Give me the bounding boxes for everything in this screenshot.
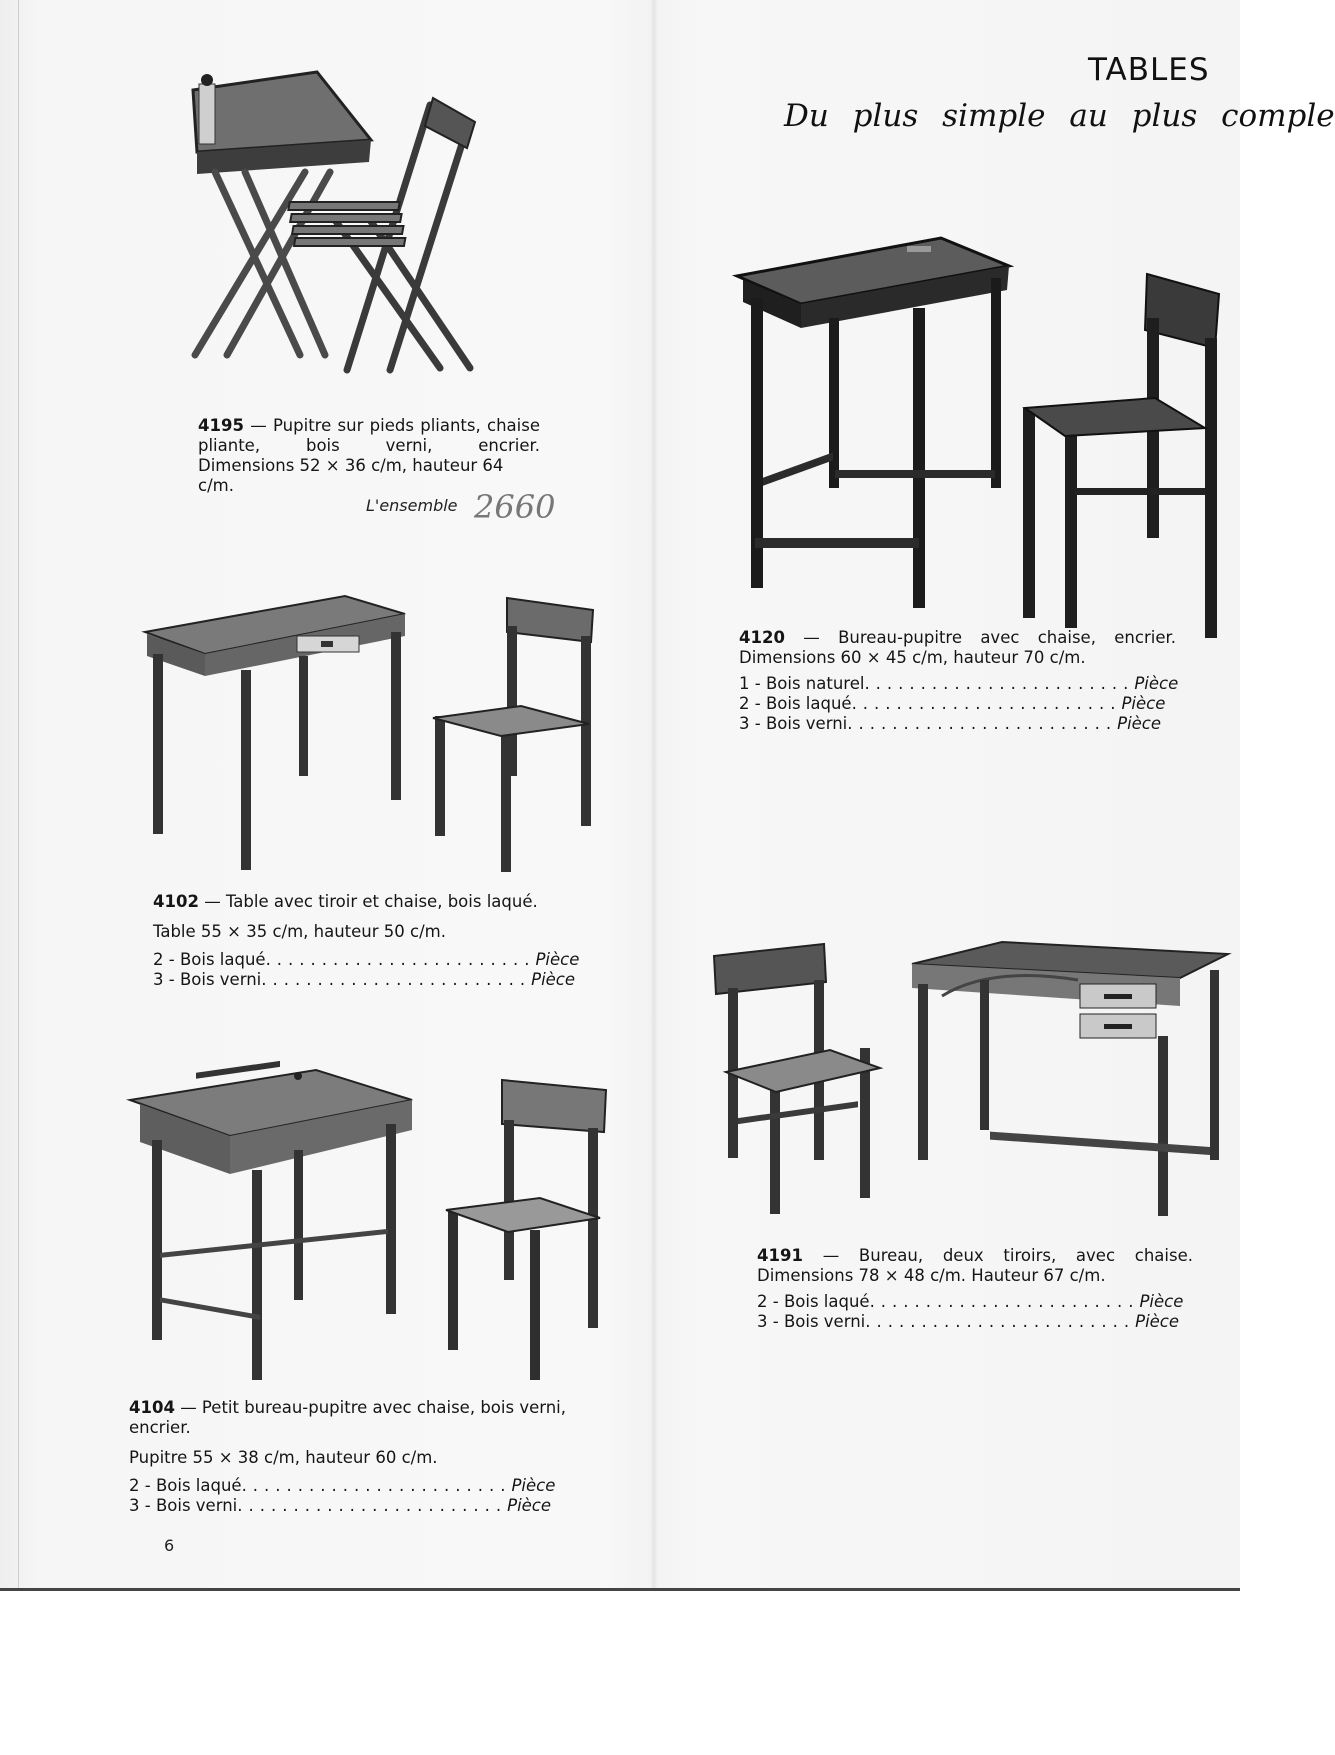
dimensions-4104: Pupitre 55 × 38 c/m, hauteur 60 c/m. xyxy=(129,1448,438,1467)
page-fold xyxy=(650,0,658,1590)
photo-4191 xyxy=(710,940,1230,1230)
option-row: 2 - Bois laqué ........................ Pièce xyxy=(153,950,580,969)
caption-4191 xyxy=(757,1246,1193,1332)
photo-4104 xyxy=(130,1070,610,1380)
page-bottom-edge xyxy=(0,1588,1240,1591)
caption-4104 xyxy=(129,1398,612,1516)
dimensions-4195: Dimensions 52 × 36 c/m, hauteur 64 c/m. xyxy=(198,456,504,495)
option-row: 3 - Bois verni ........................ Pièce xyxy=(129,1496,552,1515)
ensemble-label: L'ensemble xyxy=(366,496,458,515)
photo-4195 xyxy=(185,70,545,405)
description-4102: 4102 — Table avec tiroir et chaise, bois laqué. xyxy=(153,892,538,911)
caption-4195 xyxy=(198,416,540,496)
option-row: 2 - Bois laqué ........................ Pièce xyxy=(739,694,1166,713)
dimensions-4120: Dimensions 60 × 45 c/m, hauteur 70 c/m. xyxy=(739,648,1086,667)
caption-4102 xyxy=(153,892,593,990)
option-row: 3 - Bois verni ........................ Pièce xyxy=(739,714,1162,733)
caption-4120 xyxy=(739,628,1179,734)
photo-4120 xyxy=(735,238,1225,618)
description-4120: 4120 — Bureau-pupitre avec chaise, encrier. xyxy=(739,628,1176,647)
photo-4102 xyxy=(145,596,595,876)
option-row: 1 - Bois naturel ........................ Pièce xyxy=(739,674,1179,693)
description-4195: 4195 — Pupitre sur pieds pliants, chaise pliante, bois verni, encrier. xyxy=(198,416,540,455)
description-4104: 4104 — Petit bureau-pupitre avec chaise, bois verni, encrier. xyxy=(129,1398,567,1437)
option-row: 3 - Bois verni ........................ Pièce xyxy=(153,970,576,989)
page-edge xyxy=(18,0,19,1590)
option-row: 2 - Bois laqué ........................ Pièce xyxy=(129,1476,556,1495)
handwritten-price: 2660 xyxy=(474,488,556,526)
dimensions-4102: Table 55 × 35 c/m, hauteur 50 c/m. xyxy=(153,922,446,941)
page-subtitle: Du plus simple au plus comple xyxy=(784,98,1335,134)
dimensions-4191: Dimensions 78 × 48 c/m. Hauteur 67 c/m. xyxy=(757,1266,1106,1285)
option-row: 3 - Bois verni ........................ Pièce xyxy=(757,1312,1180,1331)
option-row: 2 - Bois laqué ........................ Pièce xyxy=(757,1292,1184,1311)
page-title: TABLES xyxy=(1088,52,1210,88)
description-4191: 4191 — Bureau, deux tiroirs, avec chaise. xyxy=(757,1246,1193,1265)
page-number: 6 xyxy=(164,1536,175,1555)
